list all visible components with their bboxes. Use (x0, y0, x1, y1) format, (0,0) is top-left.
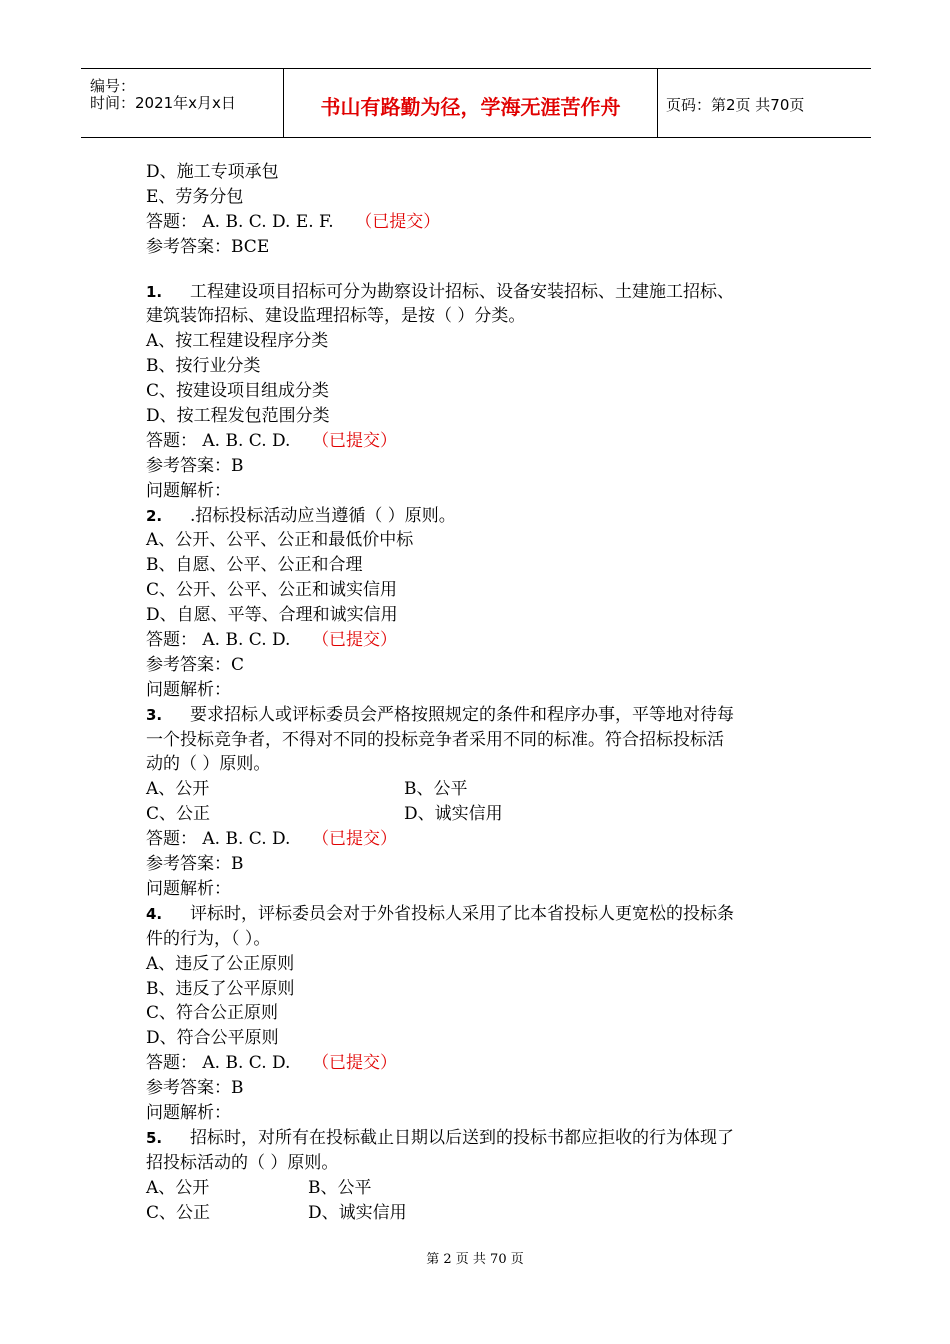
option-row (146, 777, 826, 802)
option-a: A、公开 (146, 779, 210, 800)
question-2 (146, 504, 826, 529)
reference-answer: 参考答案：B (146, 854, 244, 875)
document-body (146, 160, 826, 1225)
question-text-cont: 动的（ ）原则。 (146, 754, 271, 775)
question-text: 要求招标人或评标委员会严格按照规定的条件和程序办事，平等地对待每 (190, 704, 734, 725)
answer-line (146, 628, 826, 653)
answer-line (146, 210, 826, 235)
answer-choices: 答题： A. B. C. D. (146, 1053, 291, 1074)
analysis-label: 问题解析： (146, 480, 231, 501)
analysis-label: 问题解析： (146, 679, 231, 700)
option-line: A、公开、公平、公正和最低价中标 (146, 530, 414, 551)
question-number: 4. (146, 904, 163, 923)
option-c: C、公正 (146, 1202, 211, 1223)
option-line: D、符合公平原则 (146, 1028, 279, 1049)
answer-line (146, 429, 826, 454)
option-row (146, 1176, 826, 1201)
option-c: C、公正 (146, 804, 211, 825)
question-number: 2. (146, 506, 163, 525)
option-line: D、施工专项承包 (146, 162, 279, 182)
analysis-label: 问题解析： (146, 1102, 231, 1123)
time-label: 时间：2021年x月x日 (90, 94, 236, 112)
number-label: 编号： (90, 77, 136, 95)
header-motto: 书山有路勤为径，学海无涯苦作舟 (320, 95, 621, 119)
submitted-status: （已提交） (312, 430, 398, 451)
option-d: D、诚实信用 (308, 1202, 407, 1223)
option-line: C、符合公正原则 (146, 1003, 279, 1024)
reference-answer: 参考答案：BCE (146, 236, 270, 257)
question-text-cont: 招投标活动的（ ）原则。 (146, 1152, 339, 1173)
option-line: A、违反了公正原则 (146, 953, 295, 974)
option-line: C、公开、公平、公正和诚实信用 (146, 580, 398, 601)
submitted-status: （已提交） (312, 1053, 398, 1074)
page-footer: 第 2 页 共 70 页 (426, 1252, 524, 1267)
option-line: E、劳务分包 (146, 186, 244, 207)
header-divider-right (657, 69, 658, 137)
question-number: 3. (146, 705, 163, 724)
question-text: 招标时，对所有在投标截止日期以后送到的投标书都应拒收的行为体现了 (190, 1127, 734, 1148)
answer-choices: 答题： A. B. C. D. E. F. (146, 211, 334, 232)
option-line: B、自愿、公平、公正和合理 (146, 555, 363, 576)
question-4 (146, 902, 826, 927)
question-text-cont: 建筑装饰招标、建设监理招标等，是按（ ）分类。 (146, 306, 526, 327)
answer-line (146, 1051, 826, 1076)
option-line: D、按工程发包范围分类 (146, 406, 330, 427)
page-label: 页码：第2页 共70页 (666, 96, 805, 114)
option-row (146, 802, 826, 827)
option-row (146, 1201, 826, 1226)
question-text: 评标时，评标委员会对于外省投标人采用了比本省投标人更宽松的投标条 (190, 903, 734, 924)
answer-choices: 答题： A. B. C. D. (146, 630, 291, 651)
question-5 (146, 1126, 826, 1151)
reference-answer: 参考答案：B (146, 455, 244, 476)
header-table (81, 68, 871, 138)
submitted-status: （已提交） (312, 829, 398, 850)
question-number: 1. (146, 282, 163, 301)
question-1 (146, 280, 826, 305)
option-line: C、按建设项目组成分类 (146, 381, 330, 402)
question-text-cont: 一个投标竞争者，不得对不同的投标竞争者采用不同的标准。符合招标投标活 (146, 729, 724, 750)
analysis-label: 问题解析： (146, 878, 231, 899)
option-line: D、自愿、平等、合理和诚实信用 (146, 605, 398, 626)
answer-line (146, 827, 826, 852)
question-text-cont: 件的行为，（ ）。 (146, 928, 271, 949)
question-text: .招标投标活动应当遵循（ ）原则。 (190, 505, 456, 526)
question-text: 工程建设项目招标可分为勘察设计招标、设备安装招标、土建施工招标、 (190, 281, 734, 302)
answer-choices: 答题： A. B. C. D. (146, 430, 291, 451)
option-line: B、按行业分类 (146, 356, 261, 377)
submitted-status: （已提交） (312, 630, 398, 651)
submitted-status: （已提交） (355, 211, 441, 232)
option-line: A、按工程建设程序分类 (146, 331, 329, 352)
option-a: A、公开 (146, 1177, 210, 1198)
option-b: B、公平 (404, 779, 468, 800)
reference-answer: 参考答案：C (146, 654, 245, 675)
question-3 (146, 703, 826, 728)
answer-choices: 答题： A. B. C. D. (146, 829, 291, 850)
option-line: B、违反了公平原则 (146, 978, 295, 999)
question-number: 5. (146, 1128, 163, 1147)
option-d: D、诚实信用 (404, 804, 503, 825)
reference-answer: 参考答案：B (146, 1078, 244, 1099)
option-b: B、公平 (308, 1177, 372, 1198)
